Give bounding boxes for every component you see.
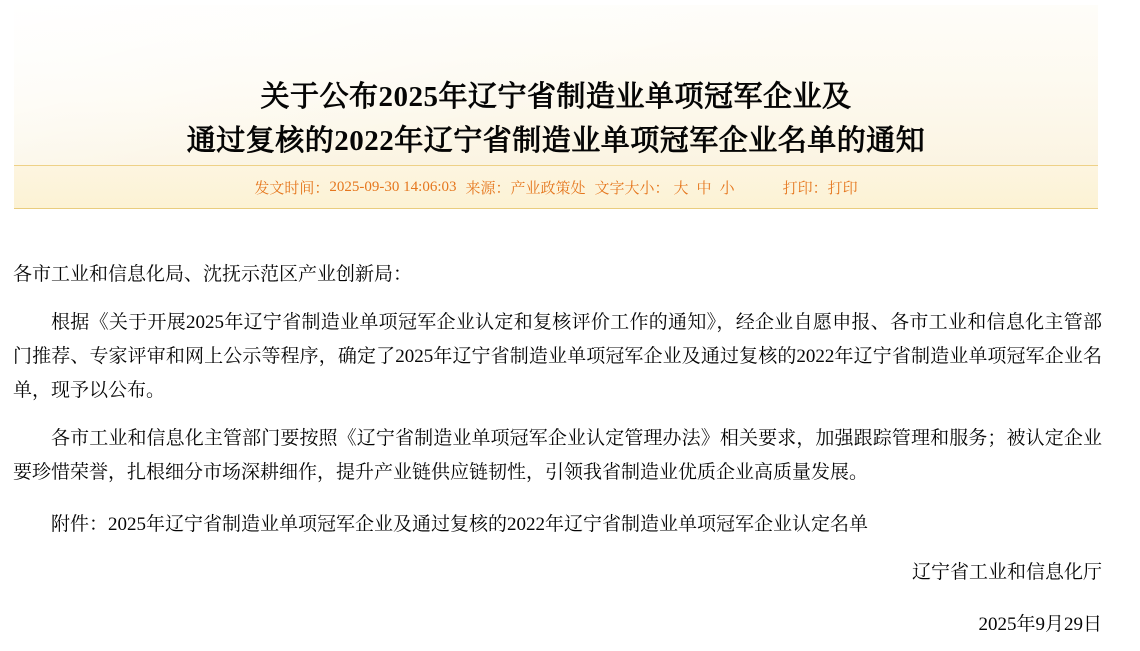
font-size-small-link[interactable]: 小 [719, 180, 735, 197]
font-size-large-link[interactable]: 大 [673, 180, 689, 197]
page-title-line1: 关于公布2025年辽宁省制造业单项冠军企业及 [260, 81, 852, 113]
attachment-line: 附件：2025年辽宁省制造业单项冠军企业及通过复核的2022年辽宁省制造业单项冠军企业认定名单 [51, 514, 869, 535]
title-banner [14, 5, 1098, 165]
font-size-medium-link[interactable]: 中 [696, 180, 712, 197]
body-paragraph-1: 根据《关于开展2025年辽宁省制造业单项冠军企业认定和复核评价工作的通知》，经企业自愿申报、各市工业和信息化主管部门推荐、专家评审和网上公示等程序，确定了2025年辽宁省制造业单项冠军企业及通过复核的2022年辽宁省制造业单项冠军企业名单，现予以公布。 [13, 312, 1102, 401]
page-title-line2: 通过复核的2022年辽宁省制造业单项冠军企业名单的通知 [186, 125, 926, 157]
issue-date: 2025年9月29日 [978, 614, 1102, 635]
meta-bar [14, 165, 1098, 209]
page-title [187, 75, 926, 163]
salutation: 各市工业和信息化局、沈抚示范区产业创新局： [13, 264, 413, 285]
source-label: 来源： [465, 180, 511, 197]
notice-header [14, 5, 1098, 209]
publish-time-value: 2025-09-30 14:06:03 [329, 178, 457, 195]
notice-body [13, 258, 1102, 642]
issuer-signature: 辽宁省工业和信息化厅 [911, 562, 1102, 583]
body-paragraph-2: 各市工业和信息化主管部门要按照《辽宁省制造业单项冠军企业认定管理办法》相关要求，加强跟踪管理和服务；被认定企业要珍惜荣誉，扎根细分市场深耕细作，提升产业链供应链韧性，引领我省制造业优质企业高质量发展。 [13, 428, 1102, 483]
publish-time-label: 发文时间： [254, 180, 330, 197]
print-link[interactable]: 打印 [827, 180, 858, 197]
font-size-label: 文字大小： [594, 180, 670, 197]
print-label: 打印： [782, 180, 828, 197]
source-value: 产业政策处 [510, 180, 586, 197]
